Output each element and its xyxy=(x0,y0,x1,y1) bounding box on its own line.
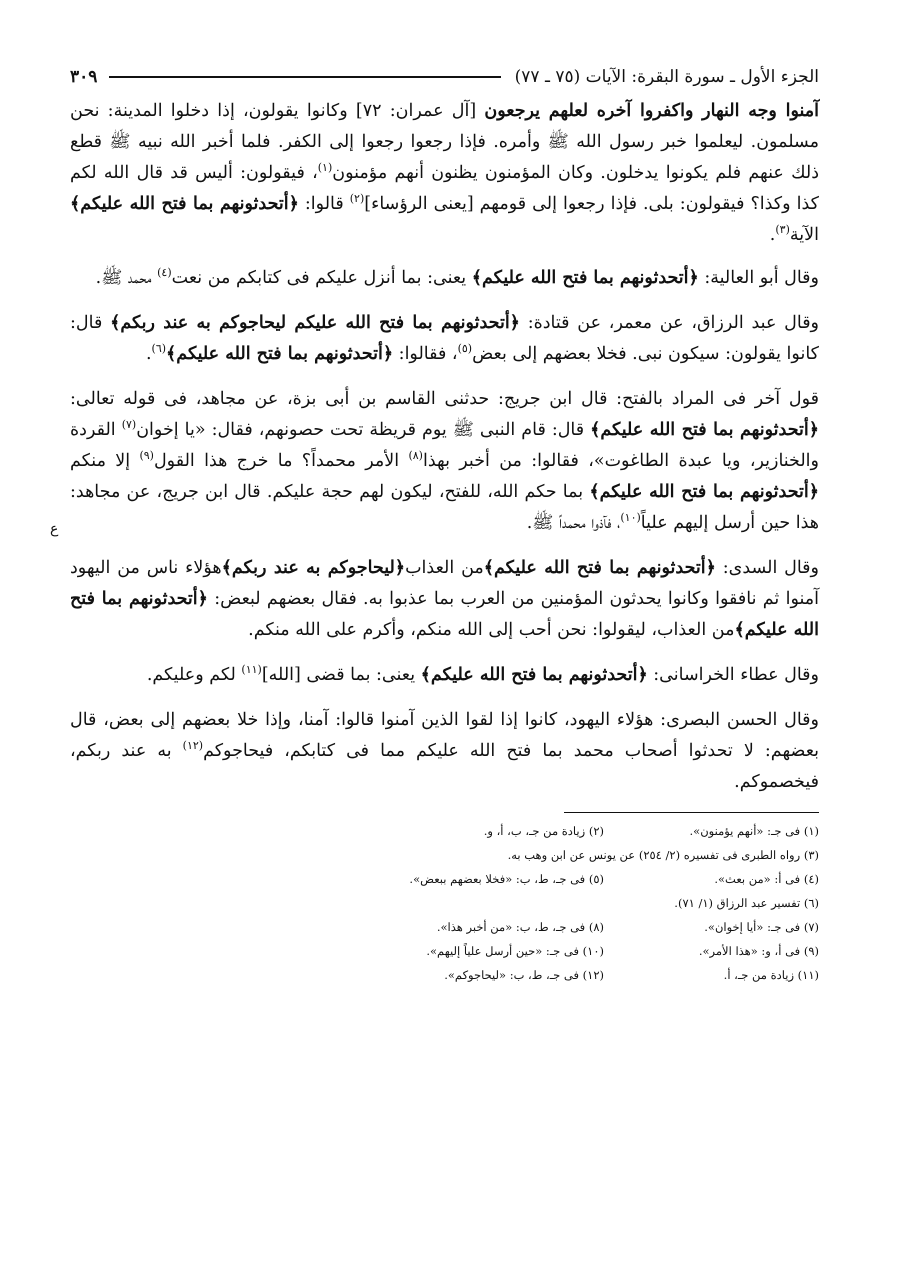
text-run: قال: كانوا يقولون: سيكون نبى. فخلا بعضهم إلى بعض xyxy=(70,313,819,364)
footnote-ref: (١) xyxy=(317,161,333,175)
text-run: بما حكم الله، للفتح، ليكون لهم حجة عليكم. قال ابن جريج، عن مجاهد: هذا حين أرسل إليهم علياً xyxy=(70,482,819,533)
footnote: (٧) فى جـ: «أيا إخوان». xyxy=(704,920,819,934)
footnote: (٢) زيادة من جـ، ب، أ، و. xyxy=(483,824,604,838)
quran-verse: ﴿أتحدثونهم بما فتح الله عليكم﴾ xyxy=(70,589,819,640)
quran-verse: ﴿أتحدثونهم بما فتح الله عليكم﴾ xyxy=(420,665,648,685)
paragraph xyxy=(70,384,819,539)
paragraph xyxy=(70,308,819,370)
footnote-ref: (٣) xyxy=(775,223,790,237)
footnote: (١١) زيادة من جـ، أ. xyxy=(723,968,819,982)
main-text xyxy=(70,96,819,798)
text-run: . xyxy=(769,225,776,245)
footnote-ref: (٦) xyxy=(151,342,167,356)
text-run: به عند ربكم، فيخصموكم. xyxy=(70,741,819,792)
text-run: هؤلاء ناس من اليهود آمنوا ثم نافقوا وكانوا يحدثون المؤمنين من العرب بما عذبوا به. فقال بعضهم لبعض: xyxy=(70,558,819,609)
text-run: وقال أبو العالية: xyxy=(698,268,819,288)
footnote: (٥) فى جـ، ط، ب: «فخلا بعضهم ببعض». xyxy=(409,872,604,886)
text-run: ، فقالوا: xyxy=(393,344,458,364)
quran-verse: آمنوا وجه النهار واكفروا آخره لعلهم يرجعون xyxy=(484,101,820,121)
paragraph xyxy=(70,263,819,294)
footnote-ref: (٥) xyxy=(457,342,473,356)
text-run: [آل عمران: ٧٢] وكانوا يقولون، إذا دخلوا المدينة: نحن مسلمون. ليعلموا خبر رسول الله ﷺ وأمره. فإذا رجعوا رجعوا إلى الكفر. فلما أخبر الله نبيه ﷺ قطع ذلك عنهم فلم يكونوا يدخلون. وكان المؤمنون يظنون أنهم مؤمنون xyxy=(70,101,819,183)
footnote: (٤) فى أ: «من بعث». xyxy=(714,872,819,886)
text-run: الآية xyxy=(789,225,819,245)
text-run: وقال الحسن البصرى: هؤلاء اليهود، كانوا إذا لقوا الذين آمنوا قالوا: آمنا، وإذا خلا بعضهم إلى بعض، قال بعضهم: لا تحدثوا أصحاب محمد بما فتح الله عليكم مما فى كتابكم، فيحاجوكم xyxy=(70,710,820,761)
footnote: (١٠) فى جـ: «حين أرسل علياً إليهم». xyxy=(426,944,604,958)
text-run: الأمر محمداً؟ ما خرج هذا القول xyxy=(153,451,409,471)
quran-verse: ﴿ليحاجوكم به عند ربكم﴾ xyxy=(221,558,406,578)
footnote-ref: (١٢) xyxy=(182,739,204,753)
footnote-ref: (٤) xyxy=(157,266,172,280)
text-run: من العذاب، ليقولوا: نحن أحب إلى الله منكم، وأكرم على الله منكم. xyxy=(248,620,735,640)
footnote-rule xyxy=(564,812,819,813)
footnote-ref: (٨) xyxy=(408,449,423,463)
footnote: (٦) تفسير عبد الرزاق (١/ ٧١). xyxy=(674,896,819,910)
text-run: لكم وعليكم. xyxy=(146,665,242,685)
text-run: ، فيقولون: أليس قد قال الله لكم كذا وكذا؟ فيقولون: بلى. فإذا رجعوا إلى قومهم [يعنى الرؤساء] xyxy=(70,163,819,214)
footnote-ref: (١٠) xyxy=(620,511,641,525)
text-run: وقال عطاء الخراسانى: xyxy=(647,665,819,685)
text-run: يعنى: بما قضى [الله] xyxy=(261,665,421,685)
text-run: إلا منكم xyxy=(70,451,140,471)
quran-verse: ﴿أتحدثونهم بما فتح الله عليكم﴾ xyxy=(589,482,819,502)
text-run: محمد ﷺ. xyxy=(95,268,158,288)
footnote: (٣) رواه الطبرى فى تفسيره (٢/ ٢٥٤) عن يونس عن ابن وهب به. xyxy=(507,848,819,862)
footnote: (١) فى جـ: «أنهم يؤمنون». xyxy=(689,824,819,838)
text-run: ، فآذوا محمداً ﷺ. xyxy=(526,513,621,533)
footnote-ref: (٧) xyxy=(121,418,137,432)
paragraph xyxy=(70,660,819,691)
footnote: (٩) فى أ، و: «هذا الأمر». xyxy=(698,944,819,958)
text-run: قول آخر فى المراد بالفتح: قال ابن جريج: حدثنى القاسم بن أبى بزة، عن مجاهد، فى قوله تعالى: xyxy=(70,389,819,409)
paragraph xyxy=(70,96,819,251)
footnote-ref: (٩) xyxy=(139,449,154,463)
text-run: من العذاب xyxy=(405,558,484,578)
footnote-ref: (١١) xyxy=(241,663,262,677)
header-rule xyxy=(109,76,500,78)
page-number: ٣٠٩ xyxy=(70,67,98,87)
paragraph xyxy=(70,705,819,798)
footnotes xyxy=(70,819,819,987)
running-title: الجزء الأول ـ سورة البقرة: الآيات (٧٥ ـ ٧٧) xyxy=(514,67,819,87)
paragraph xyxy=(70,553,819,646)
text-run: وقال السدى: xyxy=(715,558,819,578)
footnote: (٨) فى جـ، ط، ب: «من أخبر هذا». xyxy=(436,920,604,934)
text-run: قال: قام النبى ﷺ يوم قريظة تحت حصونهم، فقال: «يا إخوان xyxy=(136,420,591,440)
footnote: (١٢) فى جـ، ط، ب: «ليحاجوكم». xyxy=(444,968,604,982)
page-header xyxy=(70,62,819,92)
quran-verse: ﴿أتحدثونهم بما فتح الله عليكم﴾ xyxy=(166,344,394,364)
text-run: يعنى: بما أنزل عليكم فى كتابكم من نعت xyxy=(171,268,472,288)
margin-mark: ع xyxy=(50,521,59,537)
quran-verse: ﴿أتحدثونهم بما فتح الله عليكم﴾ xyxy=(471,268,699,288)
quran-verse: ﴿أتحدثونهم بما فتح الله عليكم﴾ xyxy=(70,194,299,214)
text-run: قالوا: xyxy=(298,194,350,214)
footnote-ref: (٢) xyxy=(349,192,365,206)
text-run: . xyxy=(145,344,152,364)
text-run: القردة والخنازير، ويا عبدة الطاغوت»، فقالوا: من أخبر بهذا xyxy=(70,420,819,471)
quran-verse: ﴿أتحدثونهم بما فتح الله عليكم ليحاجوكم به عند ربكم﴾ xyxy=(110,313,520,333)
quran-verse: ﴿أتحدثونهم بما فتح الله عليكم﴾ xyxy=(483,558,716,578)
quran-verse: ﴿أتحدثونهم بما فتح الله عليكم﴾ xyxy=(590,420,819,440)
text-run: وقال عبد الرزاق، عن معمر، عن قتادة: xyxy=(519,313,820,333)
